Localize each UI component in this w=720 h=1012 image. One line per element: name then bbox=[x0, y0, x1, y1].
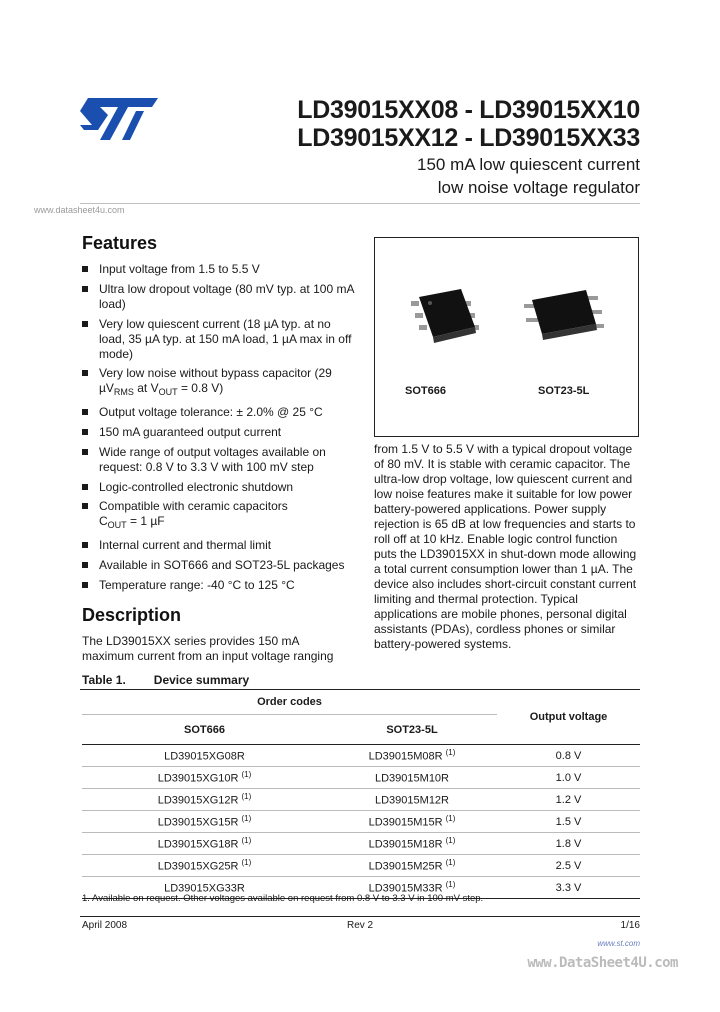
bullet-icon bbox=[82, 429, 88, 435]
table-header-row bbox=[82, 690, 640, 715]
footer-page-number: 1/16 bbox=[620, 920, 640, 931]
feature-item: Internal current and thermal limit bbox=[82, 538, 357, 553]
bullet-icon bbox=[82, 484, 88, 490]
document-subtitle-line1: 150 mA low quiescent current bbox=[416, 155, 640, 174]
sot666-label: SOT666 bbox=[405, 385, 446, 397]
table-row: LD39015XG10R $^{(1)}$ LD39015M10R 1.0 V bbox=[82, 767, 640, 789]
sot23-5l-column-header: SOT23-5L bbox=[327, 715, 497, 745]
description-text-right: from 1.5 V to 5.5 V with a typical dropout voltage of 80 mV. It is stable with ceramic capacitor. The ultra-low drop voltage, low quiescent current and low noise features make it suitable for low power battery-powered applications. Power supply rejection is 65 dB at low frequencies and starts to roll off at 10 kHz. Enable logic control function puts the LD39015XX in shut-down mode allowing a total current consumption lower than 1 µA. The device also includes short-circuit constant current limiting and thermal protection. Typical applications are mobile phones, personal digital assistants (PDAs), cordless phones or similar battery-powered systems. bbox=[374, 442, 637, 651]
order-codes-header: Order codes bbox=[257, 696, 322, 708]
feature-item: Ultra low dropout voltage (80 mV typ. at 100 mA load) bbox=[82, 282, 357, 312]
header-divider bbox=[80, 203, 640, 204]
output-voltage-header: Output voltage bbox=[497, 690, 640, 745]
st-logo bbox=[80, 98, 158, 140]
feature-item: Input voltage from 1.5 to 5.5 V bbox=[82, 262, 357, 277]
bullet-icon bbox=[82, 503, 88, 509]
feature-item: 150 mA guaranteed output current bbox=[82, 425, 357, 440]
table-footnote: 1. Available on request. Other voltages available on request from 0.8 V to 3.3 V in 100 mV step. bbox=[82, 893, 484, 904]
bullet-icon bbox=[82, 562, 88, 568]
feature-item: Very low quiescent current (18 µA typ. at no load, 35 µA typ. at 150 mA load, 1 µA max in off mode) bbox=[82, 317, 357, 362]
table-caption: Table 1. Device summary bbox=[82, 673, 250, 687]
watermark-bottom: www.DataSheet4U.com bbox=[527, 955, 678, 971]
features-heading: Features bbox=[82, 233, 158, 253]
document-title-line2: LD39015XX12 - LD39015XX33 bbox=[297, 124, 640, 152]
feature-item: Temperature range: -40 °C to 125 °C bbox=[82, 578, 357, 593]
feature-item: Very low noise without bypass capacitor (29 µV$_{RMS}$ at $V_{OUT} = 0.8$ V) bbox=[82, 366, 357, 400]
bullet-icon bbox=[82, 266, 88, 272]
table-row: LD39015XG15R $^{(1)}$ LD39015M15R $^{(1)}$ 1.5 V bbox=[82, 811, 640, 833]
bullet-icon bbox=[82, 582, 88, 588]
table-row: LD39015XG08R LD39015M08R $^{(1)}$ 0.8 V bbox=[82, 745, 640, 767]
document-subtitle-line2: low noise voltage regulator bbox=[437, 178, 640, 197]
description-heading: Description bbox=[82, 605, 182, 625]
table-row: LD39015XG12R $^{(1)}$ LD39015M12R 1.2 V bbox=[82, 789, 640, 811]
package-figure bbox=[374, 237, 639, 437]
table-row: LD39015XG33R LD39015M33R $^{(1)}$ 3.3 V bbox=[82, 877, 640, 899]
feature-item: Compatible with ceramic capacitors $C_{OUT} = 1$ µF bbox=[82, 499, 357, 533]
table-row: LD39015XG18R $^{(1)}$ LD39015M18R $^{(1)}$ 1.8 V bbox=[82, 833, 640, 855]
feature-item: Available in SOT666 and SOT23-5L packages bbox=[82, 558, 357, 573]
watermark-top: www.datasheet4u.com bbox=[34, 205, 125, 215]
bullet-icon bbox=[82, 542, 88, 548]
sot666-package-icon bbox=[405, 283, 485, 353]
bullet-icon bbox=[82, 370, 88, 376]
table-row: LD39015XG25R $^{(1)}$ LD39015M25R $^{(1)}$ 2.5 V bbox=[82, 855, 640, 877]
description-text-left: The LD39015XX series provides 150 mA maximum current from an input voltage ranging bbox=[82, 634, 334, 663]
sot23-5l-package-icon bbox=[520, 288, 610, 348]
bullet-icon bbox=[82, 409, 88, 415]
bullet-icon bbox=[82, 449, 88, 455]
bullet-icon bbox=[82, 321, 88, 327]
feature-item: Logic-controlled electronic shutdown bbox=[82, 480, 357, 495]
sot23-5l-label: SOT23-5L bbox=[538, 385, 590, 397]
features-list bbox=[82, 262, 357, 598]
footer-site-link[interactable]: www.st.com bbox=[597, 939, 640, 948]
feature-item: Wide range of output voltages available on request: 0.8 V to 3.3 V with 100 mV step bbox=[82, 445, 357, 475]
feature-item: Output voltage tolerance: ± 2.0% @ 25 °C bbox=[82, 405, 357, 420]
sot666-column-header: SOT666 bbox=[82, 715, 327, 745]
footer-revision: Rev 2 bbox=[347, 920, 374, 931]
device-summary-table bbox=[82, 690, 640, 899]
footer-divider bbox=[80, 916, 640, 917]
document-title-line1: LD39015XX08 - LD39015XX10 bbox=[297, 96, 640, 124]
footer-date: April 2008 bbox=[82, 920, 128, 931]
bullet-icon bbox=[82, 286, 88, 292]
